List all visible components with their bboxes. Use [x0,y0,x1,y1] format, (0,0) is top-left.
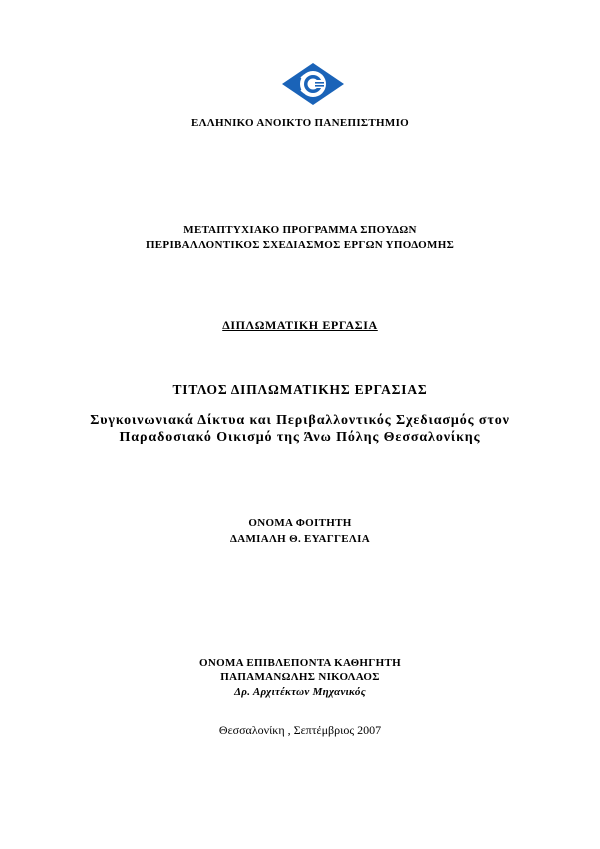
program-line-1: ΜΕΤΑΠΤΥΧΙΑΚΟ ΠΡΟΓΡΑΜΜΑ ΣΠΟΥΔΩΝ [183,224,417,236]
program-line-2: ΠΕΡΙΒΑΛΛΟΝΤΙΚΟΣ ΣΧΕΔΙΑΣΜΟΣ ΕΡΓΩΝ ΥΠΟΔΟΜΗΣ [145,239,455,251]
thesis-title-line-2: Παραδοσιακό Οικισμό της Άνω Πόλης Θεσσαλονίκης [119,430,481,445]
student-label: ΟΝΟΜΑ ΦΟΙΤΗΤΗ [248,517,352,529]
title-heading: ΤΙΤΛΟΣ ΔΙΠΛΩΜΑΤΙΚΗΣ ΕΡΓΑΣΙΑΣ [172,382,428,397]
thesis-title-line-1: Συγκοινωνιακά Δίκτυα και Περιβαλλοντικός Σχεδιασμός στον [90,413,510,428]
supervisor-name: ΠΑΠΑΜΑΝΩΛΗΣ ΝΙΚΟΛΑΟΣ [220,671,380,683]
place-date: Θεσσαλονίκη , Σεπτέμβριος 2007 [218,723,382,737]
university-name: ΕΛΛΗΝΙΚΟ ΑΝΟΙΚΤΟ ΠΑΝΕΠΙΣΤΗΜΙΟ [190,117,410,129]
university-logo-icon [281,62,345,106]
supervisor-label: ΟΝΟΜΑ ΕΠΙΒΛΕΠΟΝΤΑ ΚΑΘΗΓΗΤΗ [199,657,401,669]
student-name: ΔΑΜΙΑΛΗ Θ. ΕΥΑΓΓΕΛΙΑ [230,533,370,545]
thesis-type: ΔΙΠΛΩΜΑΤΙΚΗ ΕΡΓΑΣΙΑ [222,318,378,332]
supervisor-role: Δρ. Αρχιτέκτων Μηχανικός [234,686,366,698]
